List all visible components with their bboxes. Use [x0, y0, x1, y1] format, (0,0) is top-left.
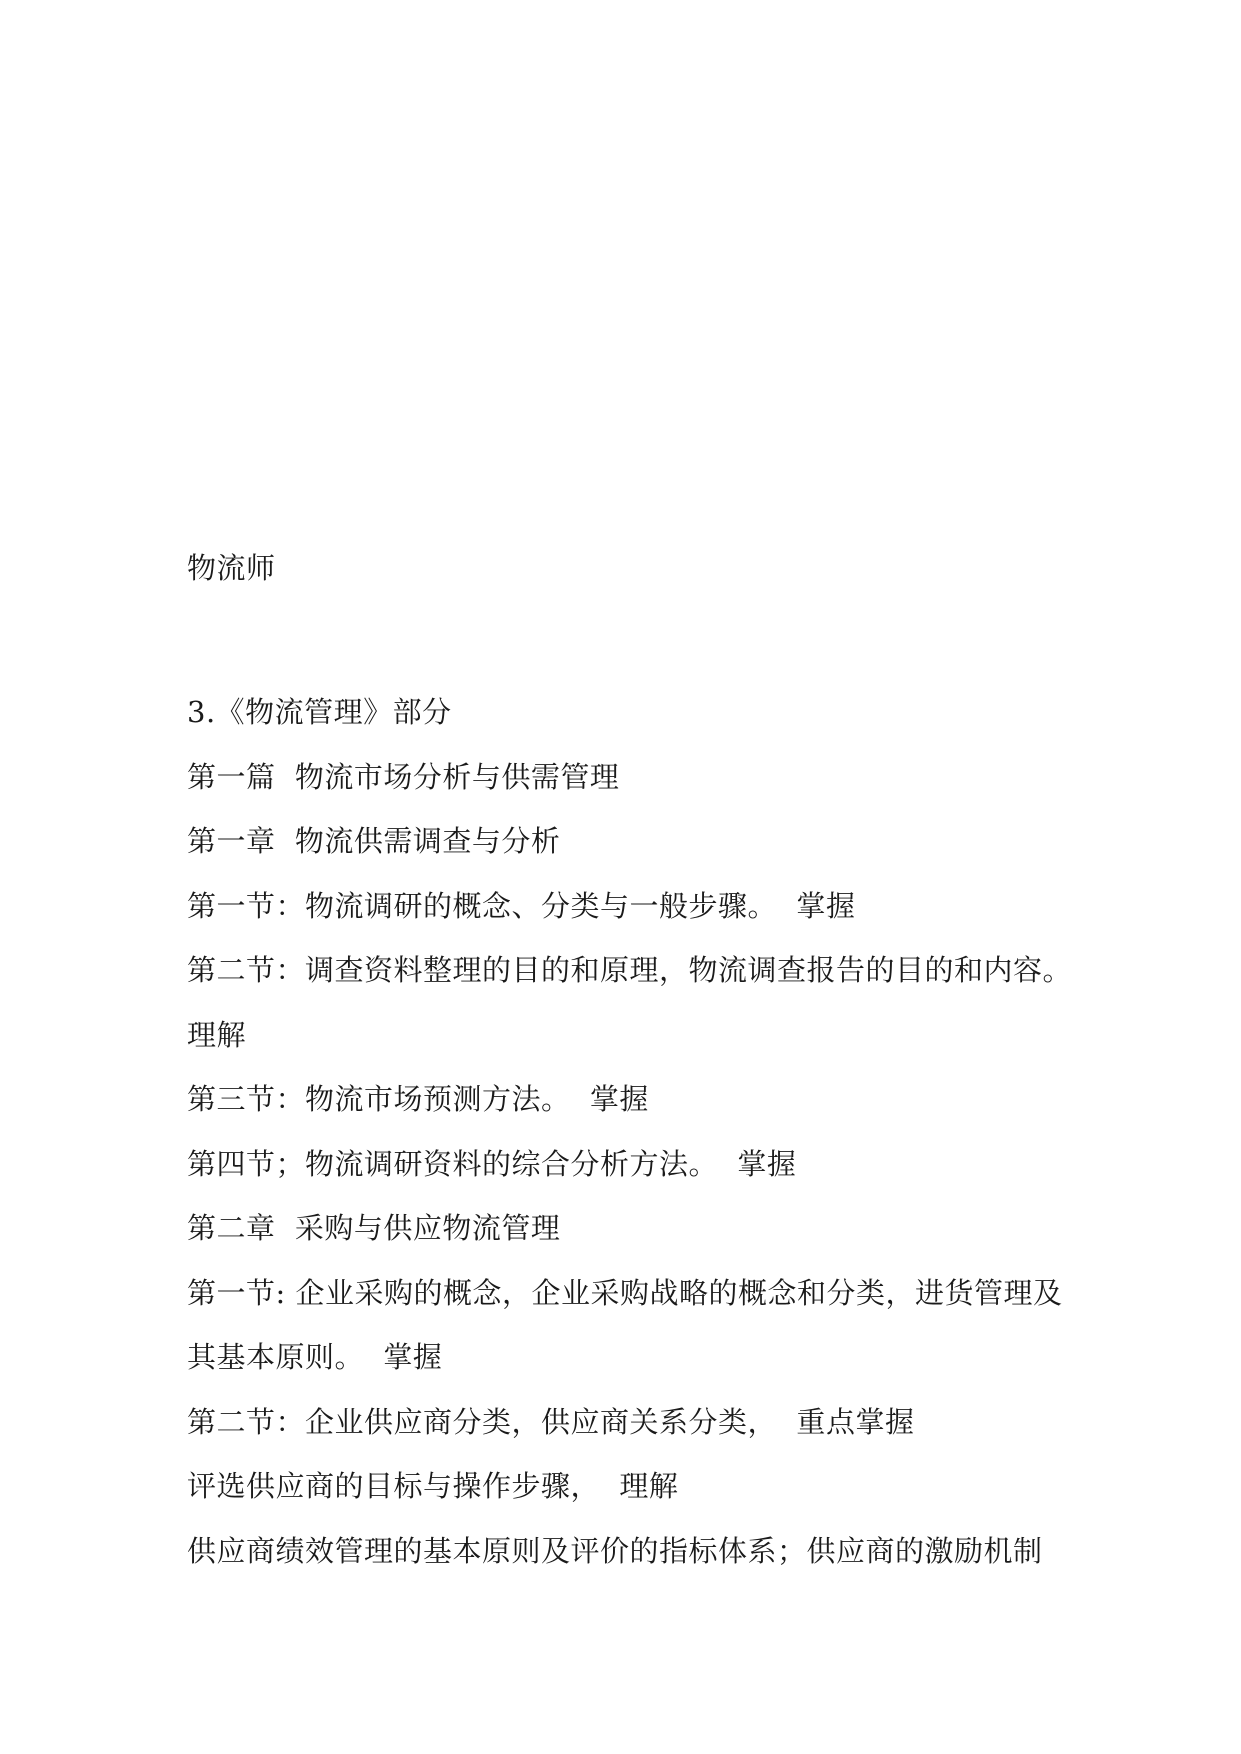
section-line: 其基本原则。 掌握 — [187, 1340, 443, 1374]
section-line: 第一节：物流调研的概念、分类与一般步骤。 掌握 — [187, 888, 856, 923]
section-line: 第二节：调查资料整理的目的和原理，物流调查报告的目的和内容。 — [187, 953, 1073, 987]
section-line: 第三节：物流市场预测方法。 掌握 — [187, 1082, 649, 1116]
section-line: 第一节: 企业采购的概念，企业采购战略的概念和分类，进货管理及 — [187, 1275, 1063, 1310]
document-heading: 物流师 — [187, 551, 276, 585]
chapter-title: 第二章 采购与供应物流管理 — [187, 1211, 561, 1245]
section-line: 第四节；物流调研资料的综合分析方法。 掌握 — [187, 1146, 797, 1181]
document-body — [187, 680, 1087, 1583]
section-line: 评选供应商的目标与操作步骤， 理解 — [187, 1469, 679, 1503]
section-line: 第二节：企业供应商分类，供应商关系分类， 重点掌握 — [187, 1404, 915, 1439]
section-line: 供应商绩效管理的基本原则及评价的指标体系；供应商的激励机制 — [187, 1533, 1043, 1568]
part-title: 第一篇 物流市场分析与供需管理 — [187, 759, 620, 794]
section-title: 3.《物流管理》部分 — [187, 695, 452, 729]
chapter-title: 第一章 物流供需调查与分析 — [187, 824, 561, 858]
section-line: 理解 — [187, 1017, 247, 1052]
